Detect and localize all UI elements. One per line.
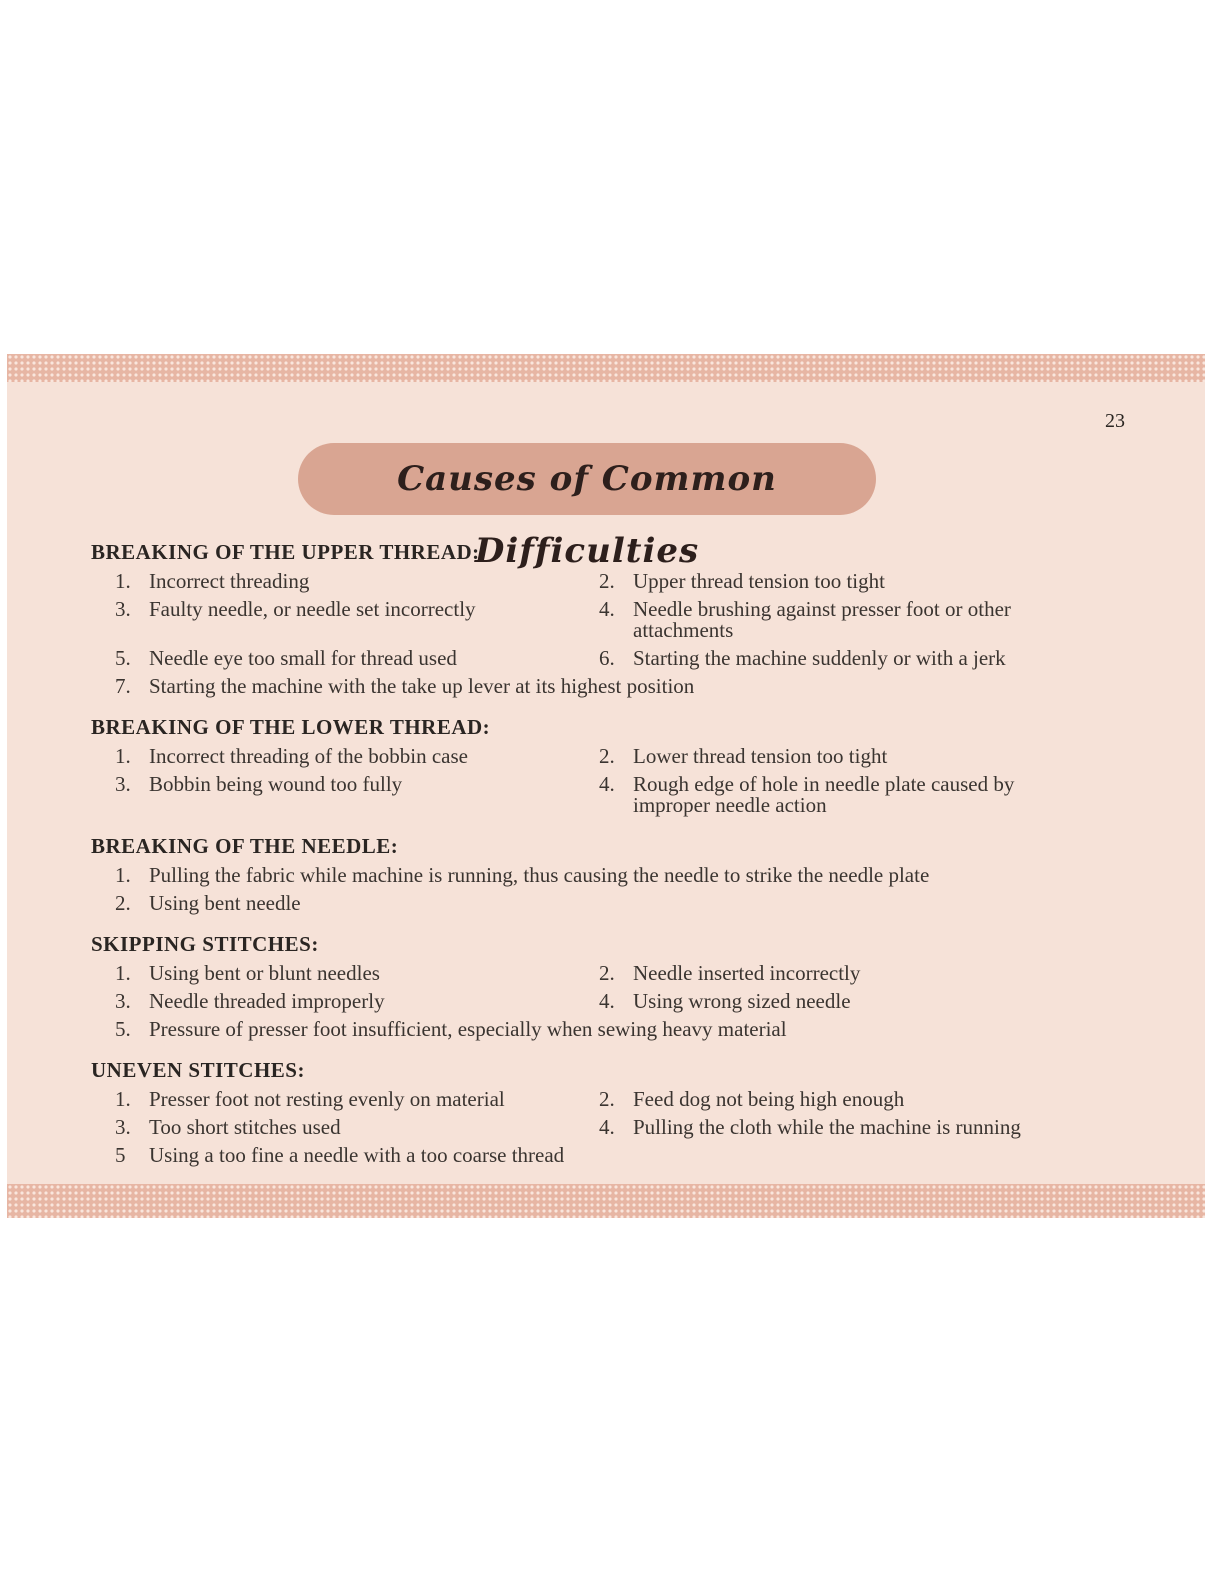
item-number: 3.	[115, 989, 131, 1013]
item-text: Incorrect threading	[149, 569, 310, 593]
item-text: Pulling the cloth while the machine is running	[633, 1115, 1021, 1139]
difficulties-list	[91, 540, 1191, 1184]
list-item	[115, 646, 599, 674]
item-grid	[91, 961, 1191, 1045]
page-title: Causes of Common Difficulties	[397, 459, 777, 571]
list-item	[115, 891, 1125, 919]
item-text: Needle brushing against presser foot or other attachments	[633, 597, 1011, 642]
item-text: Rough edge of hole in needle plate caused by improper needle action	[633, 772, 1015, 817]
item-number: 4.	[599, 989, 615, 1013]
item-grid	[91, 744, 1191, 821]
item-number: 3.	[115, 1115, 131, 1139]
item-number: 3.	[115, 597, 131, 621]
list-item	[599, 569, 1083, 597]
list-item	[115, 1115, 599, 1143]
list-item	[115, 863, 1125, 891]
list-item	[599, 989, 1083, 1017]
item-number: 2.	[599, 744, 615, 768]
item-text: Starting the machine with the take up lever at its highest position	[149, 674, 695, 698]
item-text: Too short stitches used	[149, 1115, 341, 1139]
list-item	[115, 1017, 1125, 1045]
list-item	[115, 597, 599, 646]
section-uneven-stitches	[91, 1058, 1191, 1171]
list-item	[115, 772, 599, 821]
item-number: 4.	[599, 597, 615, 621]
item-text: Using bent or blunt needles	[149, 961, 380, 985]
item-number: 7.	[115, 674, 131, 698]
list-item	[115, 569, 599, 597]
section-heading: SKIPPING STITCHES:	[91, 932, 319, 956]
item-number: 1.	[115, 1087, 131, 1111]
section-upper-thread	[91, 540, 1191, 702]
item-text: Upper thread tension too tight	[633, 569, 885, 593]
section-skipping-stitches	[91, 932, 1191, 1045]
item-text: Bobbin being wound too fully	[149, 772, 403, 796]
item-text: Incorrect threading of the bobbin case	[149, 744, 468, 768]
section-heading: BREAKING OF THE UPPER THREAD:	[91, 540, 480, 564]
list-item	[115, 1143, 1125, 1171]
list-item	[599, 597, 1083, 646]
item-text: Feed dog not being high enough	[633, 1087, 905, 1111]
list-item	[115, 961, 599, 989]
section-heading: BREAKING OF THE NEEDLE:	[91, 834, 399, 858]
item-text: Pressure of presser foot insufficient, especially when sewing heavy material	[149, 1017, 787, 1041]
item-text: Pulling the fabric while machine is running, thus causing the needle to strike the needle plate	[149, 863, 930, 887]
item-number: 5	[115, 1143, 126, 1167]
item-number: 4.	[599, 1115, 615, 1139]
item-number: 1.	[115, 961, 131, 985]
list-item	[115, 989, 599, 1017]
item-number: 6.	[599, 646, 615, 670]
list-item	[599, 961, 1083, 989]
item-text: Needle threaded improperly	[149, 989, 385, 1013]
item-text: Needle inserted incorrectly	[633, 961, 861, 985]
dotted-border-bottom	[7, 1184, 1205, 1218]
manual-page	[7, 354, 1205, 1218]
item-number: 1.	[115, 569, 131, 593]
item-number: 2.	[599, 1087, 615, 1111]
item-number: 2.	[599, 569, 615, 593]
list-item	[599, 646, 1083, 674]
item-number: 5.	[115, 646, 131, 670]
item-text: Needle eye too small for thread used	[149, 646, 457, 670]
section-lower-thread	[91, 715, 1191, 821]
item-number: 2.	[115, 891, 131, 915]
item-text: Lower thread tension too tight	[633, 744, 888, 768]
item-text: Presser foot not resting evenly on material	[149, 1087, 505, 1111]
item-grid	[91, 863, 1191, 919]
item-number: 2.	[599, 961, 615, 985]
item-number: 5.	[115, 1017, 131, 1041]
item-text: Using a too fine a needle with a too coarse thread	[149, 1143, 565, 1167]
item-grid	[91, 569, 1191, 702]
list-item	[599, 772, 1083, 821]
item-number: 4.	[599, 772, 615, 796]
list-item	[599, 1087, 1083, 1115]
item-number: 3.	[115, 772, 131, 796]
item-text: Faulty needle, or needle set incorrectly	[149, 597, 476, 621]
list-item	[115, 674, 1125, 702]
item-number: 1.	[115, 744, 131, 768]
list-item	[599, 744, 1083, 772]
section-needle	[91, 834, 1191, 919]
item-number: 1.	[115, 863, 131, 887]
item-grid	[91, 1087, 1191, 1171]
title-banner	[298, 443, 876, 571]
page-number: 23	[1105, 410, 1125, 432]
list-item	[115, 1087, 599, 1115]
item-text: Using bent needle	[149, 891, 301, 915]
section-heading: BREAKING OF THE LOWER THREAD:	[91, 715, 491, 739]
list-item	[115, 744, 599, 772]
item-text: Using wrong sized needle	[633, 989, 851, 1013]
dotted-border-top	[7, 354, 1205, 382]
list-item	[599, 1115, 1083, 1143]
section-heading: UNEVEN STITCHES:	[91, 1058, 305, 1082]
item-text: Starting the machine suddenly or with a jerk	[633, 646, 1006, 670]
